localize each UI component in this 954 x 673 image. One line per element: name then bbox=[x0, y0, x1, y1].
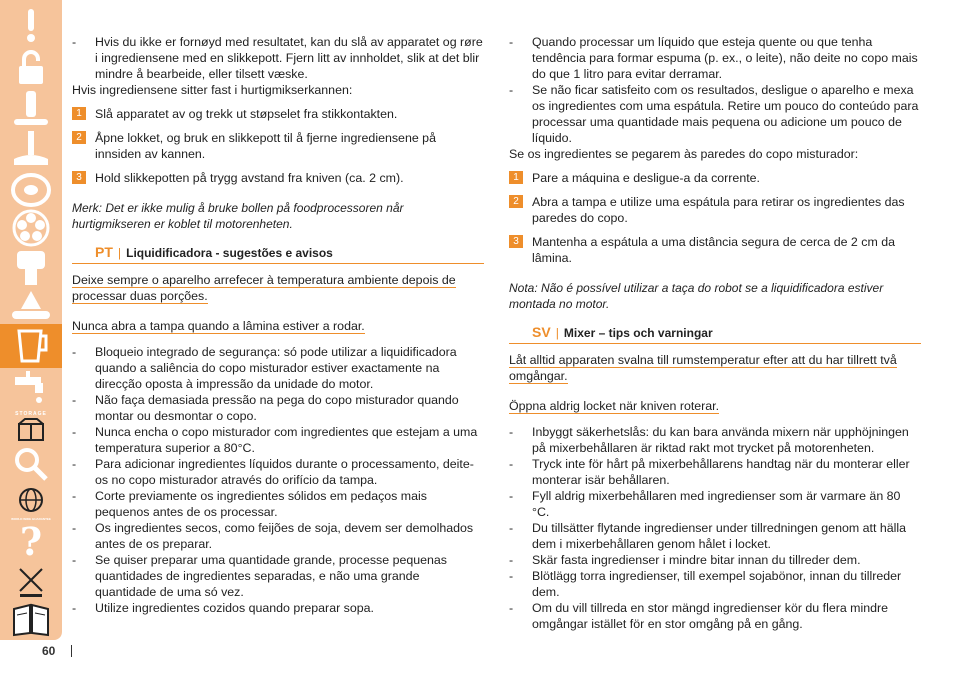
step-2: 2 Abra a tampa e utilize uma espátula para retirar os ingredientes das paredes do copo. bbox=[509, 194, 921, 226]
section-heading-pt bbox=[72, 244, 484, 264]
list-item: - Hvis du ikke er fornøyd med resultatet, kan du slå av apparatet og røre i ingrediensene med en slikkepott. Fjern litt av innholdet, slik at det blir mindre å bearbeide, eller tilsett væske. bbox=[72, 35, 483, 81]
list-item: - Quando processar um líquido que esteja quente ou que tenha tendência para formar espuma (p. ex., o leite), não deite no copo mais do que 1 litro para evitar derramar. bbox=[509, 35, 918, 81]
warning-1: Deixe sempre o aparelho arrefecer à temperatura ambiente depois de processar duas porções. bbox=[72, 273, 456, 303]
list-item: - Corte previamente os ingredientes sólidos em pedaços mais pequenos antes de os processar. bbox=[72, 489, 427, 519]
list-item: - Blötlägg torra ingredienser, till exempel sojabönor, innan du tillreder dem. bbox=[509, 569, 902, 599]
slicing-disc-icon[interactable] bbox=[0, 170, 62, 210]
page-number: 60 bbox=[42, 644, 56, 658]
hand-blender-icon[interactable] bbox=[0, 90, 62, 130]
list-item: - Se quiser preparar uma quantidade grande, processe pequenas quantidades de ingredientes separadas, e não uma grande quantidade de uma só vez. bbox=[72, 553, 447, 599]
list-item: - Fyll aldrig mixerbehållaren med ingredienser som är varmare än 80 °C. bbox=[509, 489, 901, 519]
step-number: 2 bbox=[509, 195, 523, 208]
intro-text: Hvis ingrediensene sitter fast i hurtigmikserkannen: bbox=[72, 83, 353, 97]
list-item: - Du tillsätter flytande ingredienser under tillredningen genom att hälla dem i mixerbehållaren genom hålet i locket. bbox=[509, 521, 907, 551]
tap-icon[interactable] bbox=[0, 368, 62, 408]
list-item: - Inbyggt säkerhetslås: du kan bara använda mixern när upphöjningen på mixerbehållaren är riktad rakt mot trycket på motorenheten. bbox=[509, 425, 909, 455]
list-item: - Nunca encha o copo misturador com ingredientes que estejam a uma temperatura superior a 80°C. bbox=[72, 425, 478, 455]
step-1: 1 Pare a máquina e desligue-a da corrente. bbox=[509, 170, 921, 186]
list-item: - Não faça demasiada pressão na pega do copo misturador quando montar ou desmontar o copo. bbox=[72, 393, 459, 423]
step-3: 3 Hold slikkepotten på trygg avstand fra kniven (ca. 2 cm). bbox=[72, 170, 484, 186]
warning-2: Nunca abra a tampa quando a lâmina estiver a rodar. bbox=[72, 319, 365, 333]
section-title: Liquidificadora - sugestões e avisos bbox=[126, 246, 333, 260]
step-number: 2 bbox=[72, 131, 86, 144]
right-column bbox=[509, 34, 921, 632]
list-item: - Para adicionar ingredientes líquidos durante o processamento, deite-os no copo misturador através do orifício da tampa. bbox=[72, 457, 474, 487]
list-item: - Skär fasta ingredienser i mindre bitar innan du tillreder dem. bbox=[509, 553, 861, 567]
warning-1: Låt alltid apparaten svalna till rumstemperatur efter att du har tillrett två omgångar. bbox=[509, 353, 897, 383]
storage-icon[interactable] bbox=[0, 406, 62, 446]
list-item: - Bloqueio integrado de segurança: só pode utilizar a liquidificadora quando a saliência do copo misturador estiver exactamente na direcção oposta à impressão da unidade do motor. bbox=[72, 345, 457, 391]
flower-disc-icon[interactable] bbox=[0, 208, 62, 248]
list-item: - Os ingredientes secos, como feijões de soja, devem ser demolhados antes de os preparar. bbox=[72, 521, 474, 551]
citrus-press-icon[interactable] bbox=[0, 286, 62, 326]
heading-separator: | bbox=[555, 326, 559, 340]
magnifier-icon[interactable] bbox=[0, 444, 62, 484]
note: Merk: Det er ikke mulig å bruke bollen på foodprocessoren når hurtigmikseren er koblet til motorenheten. bbox=[72, 201, 404, 231]
heading-separator: | bbox=[117, 246, 122, 260]
intro-text: Se os ingredientes se pegarem às paredes do copo misturador: bbox=[509, 147, 859, 161]
lock-icon[interactable] bbox=[0, 48, 62, 88]
list-item: - Se não ficar satisfeito com os resultados, desligue o aparelho e mexa os ingredientes com uma espátula. Retire um pouco do conteúdo para processar uma quantidade mais pequena ou adicione um pouco de líquido. bbox=[509, 83, 919, 145]
page-divider bbox=[71, 645, 72, 657]
list-item: - Tryck inte för hårt på mixerbehållarens handtag när du monterar eller monterar isär behållaren. bbox=[509, 457, 910, 487]
whisk-icon[interactable] bbox=[0, 130, 62, 170]
step-2: 2 Åpne lokket, og bruk en slikkepott til å fjerne ingrediensene på innsiden av kannen. bbox=[72, 130, 484, 162]
globe-label: WORLD WIDE GUARANTEE bbox=[11, 517, 51, 521]
disposal-icon[interactable] bbox=[0, 562, 62, 602]
globe-icon[interactable] bbox=[0, 482, 62, 522]
step-number: 3 bbox=[72, 171, 86, 184]
section-heading-sv bbox=[509, 324, 921, 344]
warning-2: Öppna aldrig locket när kniven roterar. bbox=[509, 399, 720, 413]
question-glyph: ? bbox=[19, 519, 43, 564]
left-column bbox=[72, 34, 484, 616]
storage-label: STORAGE bbox=[15, 410, 47, 417]
warning-icon[interactable] bbox=[0, 6, 62, 46]
language-code: SV bbox=[532, 324, 551, 340]
step-1: 1 Slå apparatet av og trekk ut støpselet fra stikkontakten. bbox=[72, 106, 484, 122]
book-icon[interactable] bbox=[0, 600, 62, 640]
note: Nota: Não é possível utilizar a taça do robot se a liquidificadora estiver montada no motor. bbox=[509, 281, 884, 311]
juicer-icon[interactable] bbox=[0, 248, 62, 288]
section-title: Mixer – tips och varningar bbox=[563, 326, 713, 340]
blender-jug-icon[interactable] bbox=[0, 324, 62, 368]
step-number: 1 bbox=[72, 107, 86, 120]
step-3: 3 Mantenha a espátula a uma distância segura de cerca de 2 cm da lâmina. bbox=[509, 234, 921, 266]
chapter-sidebar bbox=[0, 0, 62, 640]
language-code: PT bbox=[95, 244, 113, 260]
step-number: 3 bbox=[509, 235, 523, 248]
list-item: - Utilize ingredientes cozidos quando preparar sopa. bbox=[72, 601, 374, 615]
step-number: 1 bbox=[509, 171, 523, 184]
list-item: - Om du vill tillreda en stor mängd ingredienser kör du flera mindre omgångar istället för en stor omgång på en gång. bbox=[509, 601, 889, 631]
